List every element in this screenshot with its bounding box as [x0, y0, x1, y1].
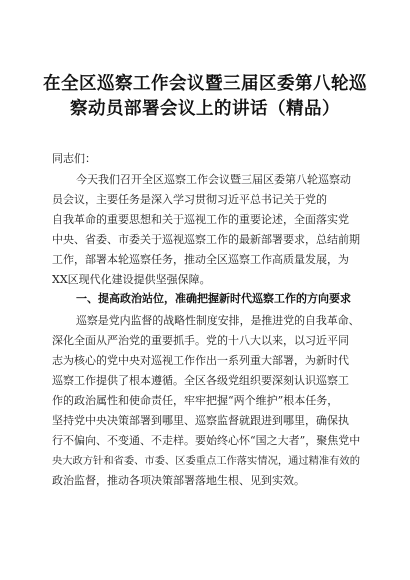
paragraph-line: 政治监督，推动各项决策部署落地生根、见到实效。 — [52, 474, 305, 487]
paragraph-line: 工作，部署本轮巡察任务，推动全区巡察工作高质量发展，为 — [52, 253, 349, 266]
paragraph-line: 员会议，主要任务是深入学习贯彻习近平总书记关于党的 — [52, 193, 327, 206]
document-title — [40, 72, 370, 122]
paragraph-line: 央大政方针和省委、市委、区委重点工作落实情况，通过精准有效的 — [52, 455, 360, 467]
title-line-2: 察动员部署会议上的讲话（精品） — [70, 99, 340, 119]
paragraph-line: 自我革命的重要思想和关于巡视工作的重要论述，全面落实党 — [52, 213, 349, 226]
paragraph-line: 巡察是党内监督的战略性制度安排，是推进党的自我革命、 — [76, 314, 360, 327]
paragraph-line: XX区现代化建设提供坚强保障。 — [52, 273, 211, 286]
paragraph-line: 志为核心的党中央对巡视工作作出一系列重大部署，为新时代 — [52, 354, 349, 367]
salutation: 同志们： — [52, 152, 96, 165]
title-line-1: 在全区巡察工作会议暨三届区委第八轮巡 — [43, 74, 367, 94]
section-heading-1: 一、提高政治站位，准确把握新时代巡察工作的方向要求 — [76, 292, 351, 305]
paragraph-line: 今天我们召开全区巡察工作会议暨三届区委第八轮巡察动 — [76, 173, 351, 186]
paragraph-line: 作的政治属性和使命责任，牢牢把握“两个维护”根本任务， — [52, 394, 339, 407]
paragraph-line: 中央、省委、市委关于巡视巡察工作的最新部署要求，总结前期 — [52, 233, 360, 246]
paragraph-line: 坚持党中央决策部署到哪里、巡察监督就跟进到哪里，确保执 — [52, 414, 349, 427]
paragraph-line: 深化全面从严治党的重要抓手。党的十八大以来，以习近平同 — [52, 334, 349, 347]
paragraph-line: 巡察工作提供了根本遵循。全区各级党组织要深刻认识巡察工 — [52, 374, 349, 387]
paragraph-line: 行不偏向、不变通、不走样。要始终心怀“国之大者”，聚焦党中 — [52, 434, 361, 447]
